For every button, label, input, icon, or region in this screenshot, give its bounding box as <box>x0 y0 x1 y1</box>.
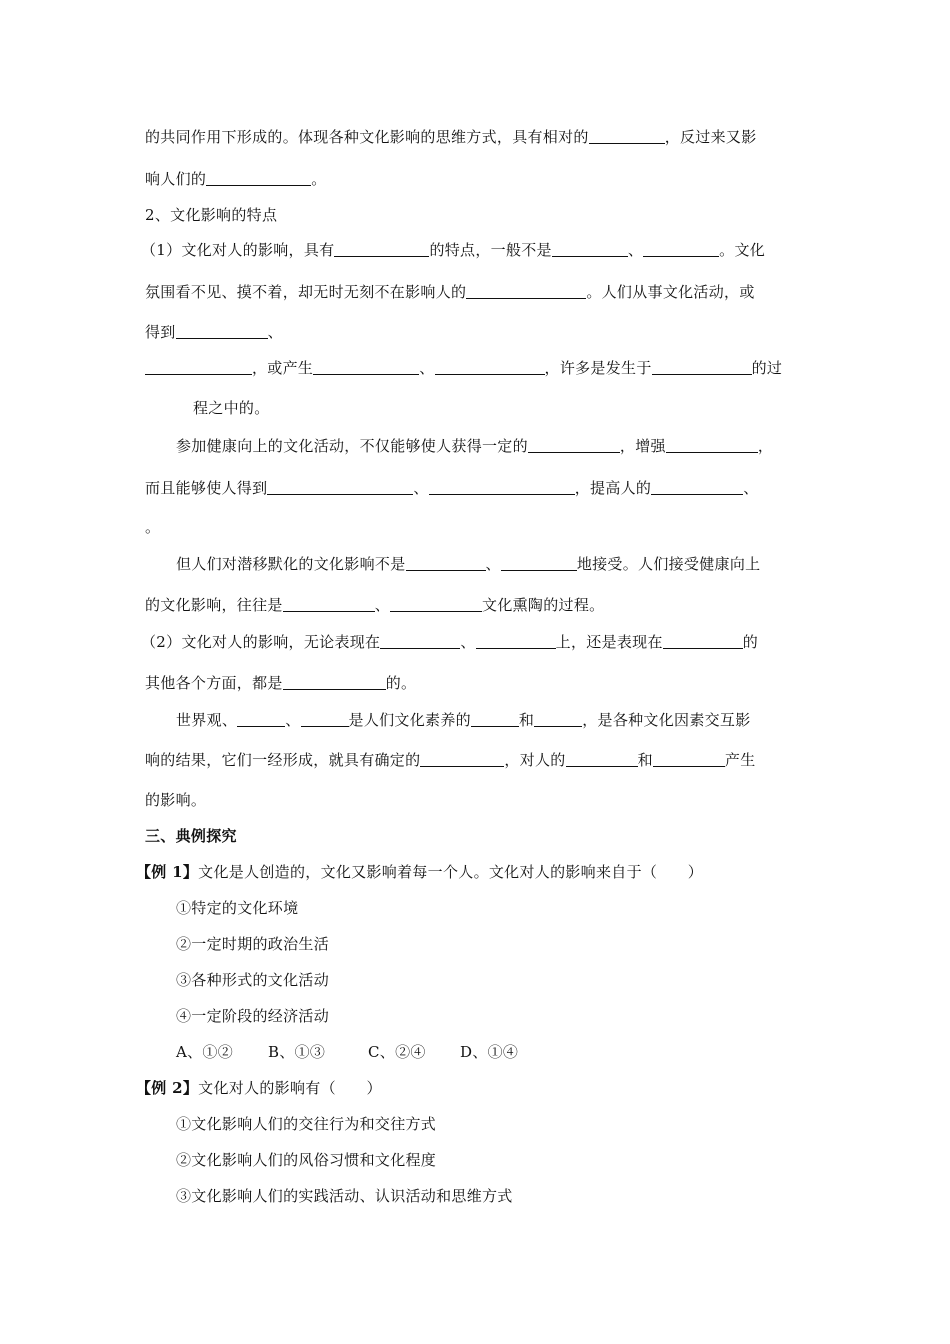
example-question <box>136 1078 382 1098</box>
paragraph-line <box>145 750 756 770</box>
paragraph-line <box>145 673 416 693</box>
choice-a[interactable]: A、①② <box>176 1043 234 1061</box>
text: 地接受。人们接受健康向上 <box>576 555 761 573</box>
example-tag: 【例 2】 <box>136 1079 199 1097</box>
fill-blank[interactable] <box>651 478 743 495</box>
fill-blank[interactable] <box>380 632 460 649</box>
fill-blank[interactable] <box>643 240 719 257</box>
fill-blank[interactable] <box>666 436 758 453</box>
fill-blank[interactable] <box>466 282 586 299</box>
fill-blank[interactable] <box>476 632 556 649</box>
text: ，许多是发生于 <box>544 359 652 377</box>
option-item: ①文化影响人们的交往行为和交往方式 <box>176 1115 437 1133</box>
subheading: 2、文化影响的特点 <box>145 206 278 224</box>
text: 、 <box>419 359 435 377</box>
text: ，对人的 <box>504 751 566 769</box>
option-item: ①特定的文化环境 <box>176 899 299 917</box>
section-title: 三、典例探究 <box>145 827 237 845</box>
fill-blank[interactable] <box>420 750 504 767</box>
option-item: ③文化影响人们的实践活动、认识活动和思维方式 <box>176 1187 513 1205</box>
text: 。 <box>311 170 327 188</box>
text: ，增强 <box>619 437 666 455</box>
fill-blank[interactable] <box>237 710 285 727</box>
fill-blank[interactable] <box>206 169 311 186</box>
text: 的共同作用下形成的。体现各种文化影响的思维方式，具有相对的 <box>145 128 589 146</box>
text: 、 <box>285 711 301 729</box>
paragraph-line <box>145 595 604 615</box>
option-item: ②一定时期的政治生活 <box>176 935 330 953</box>
text: 、 <box>413 479 429 497</box>
text: 。文化 <box>719 241 766 259</box>
text: 参加健康向上的文化活动，不仅能够使人获得一定的 <box>176 437 528 455</box>
paragraph-line <box>145 127 757 147</box>
fill-blank[interactable] <box>267 478 413 495</box>
fill-blank[interactable] <box>552 240 628 257</box>
text: ，提高人的 <box>574 479 652 497</box>
fill-blank[interactable] <box>528 436 620 453</box>
text: 是人们文化素养的 <box>348 711 471 729</box>
text: ，反过来又影 <box>664 128 757 146</box>
text: 和 <box>637 751 653 769</box>
text: 的。 <box>385 674 417 692</box>
paragraph-line <box>176 436 773 456</box>
text: 响人们的 <box>145 170 207 188</box>
fill-blank[interactable] <box>652 358 752 375</box>
paragraph-line: 的影响。 <box>145 791 207 809</box>
text: （2）文化对人的影响，无论表现在 <box>141 633 381 651</box>
paragraph-line: 。 <box>145 518 161 536</box>
text: 的过 <box>751 359 783 377</box>
text: 、 <box>743 479 759 497</box>
fill-blank[interactable] <box>145 358 252 375</box>
example-question <box>136 862 703 882</box>
text: 响的结果，它们一经形成，就具有确定的 <box>145 751 421 769</box>
text: 其他各个方面，都是 <box>145 674 283 692</box>
paragraph-line <box>145 322 283 342</box>
paragraph-line <box>145 358 782 378</box>
paragraph-line <box>145 169 327 189</box>
fill-blank[interactable] <box>283 595 375 612</box>
text: 的文化影响，往往是 <box>145 596 283 614</box>
answer-choices <box>176 1042 518 1062</box>
fill-blank[interactable] <box>301 710 349 727</box>
fill-blank[interactable] <box>501 554 577 571</box>
fill-blank[interactable] <box>313 358 419 375</box>
text: （1）文化对人的影响，具有 <box>141 241 335 259</box>
text: 、 <box>374 596 391 614</box>
text: 氛围看不见、摸不着，却无时无刻不在影响人的 <box>145 283 467 301</box>
text: 、 <box>627 241 644 259</box>
text: 的特点，一般不是 <box>429 241 552 259</box>
text: 上，还是表现在 <box>555 633 663 651</box>
choice-d[interactable]: D、①④ <box>460 1043 519 1061</box>
text: ，是各种文化因素交互影 <box>582 711 751 729</box>
text: ，或产生 <box>252 359 314 377</box>
paragraph-line <box>145 282 755 302</box>
paragraph-line <box>176 710 751 730</box>
fill-blank[interactable] <box>653 750 725 767</box>
text: ， <box>757 437 774 455</box>
option-item: ③各种形式的文化活动 <box>176 971 330 989</box>
fill-blank[interactable] <box>406 554 486 571</box>
example-tag: 【例 1】 <box>136 863 199 881</box>
text: 和 <box>518 711 535 729</box>
question-text: 文化对人的影响有（ ） <box>198 1079 382 1097</box>
text: 文化熏陶的过程。 <box>482 596 605 614</box>
option-item: ②文化影响人们的风俗习惯和文化程度 <box>176 1151 437 1169</box>
fill-blank[interactable] <box>566 750 638 767</box>
paragraph-line <box>145 478 759 498</box>
fill-blank[interactable] <box>663 632 743 649</box>
text: 而且能够使人得到 <box>145 479 268 497</box>
fill-blank[interactable] <box>429 478 575 495</box>
fill-blank[interactable] <box>283 673 386 690</box>
question-text: 文化是人创造的，文化又影响着每一个人。文化对人的影响来自于（ ） <box>198 863 704 881</box>
text: 产生 <box>724 751 756 769</box>
text: 的 <box>742 633 759 651</box>
paragraph-line: 程之中的。 <box>193 399 270 417</box>
paragraph-line <box>141 240 765 260</box>
text: 、 <box>267 323 283 341</box>
fill-blank[interactable] <box>176 322 268 339</box>
choice-b[interactable]: B、①③ <box>268 1043 326 1061</box>
fill-blank[interactable] <box>471 710 519 727</box>
choice-c[interactable]: C、②④ <box>368 1043 426 1061</box>
text: 世界观、 <box>176 711 238 729</box>
text: 但人们对潜移默化的文化影响不是 <box>176 555 406 573</box>
option-item: ④一定阶段的经济活动 <box>176 1007 330 1025</box>
text: 得到 <box>145 323 176 341</box>
text: 、 <box>460 633 476 651</box>
fill-blank[interactable] <box>534 710 582 727</box>
fill-blank[interactable] <box>334 240 429 257</box>
fill-blank[interactable] <box>390 595 482 612</box>
paragraph-line <box>176 554 760 574</box>
text: 。人们从事文化活动，或 <box>586 283 755 301</box>
text: 、 <box>485 555 501 573</box>
paragraph-line <box>141 632 758 652</box>
fill-blank[interactable] <box>589 127 665 144</box>
fill-blank[interactable] <box>435 358 545 375</box>
